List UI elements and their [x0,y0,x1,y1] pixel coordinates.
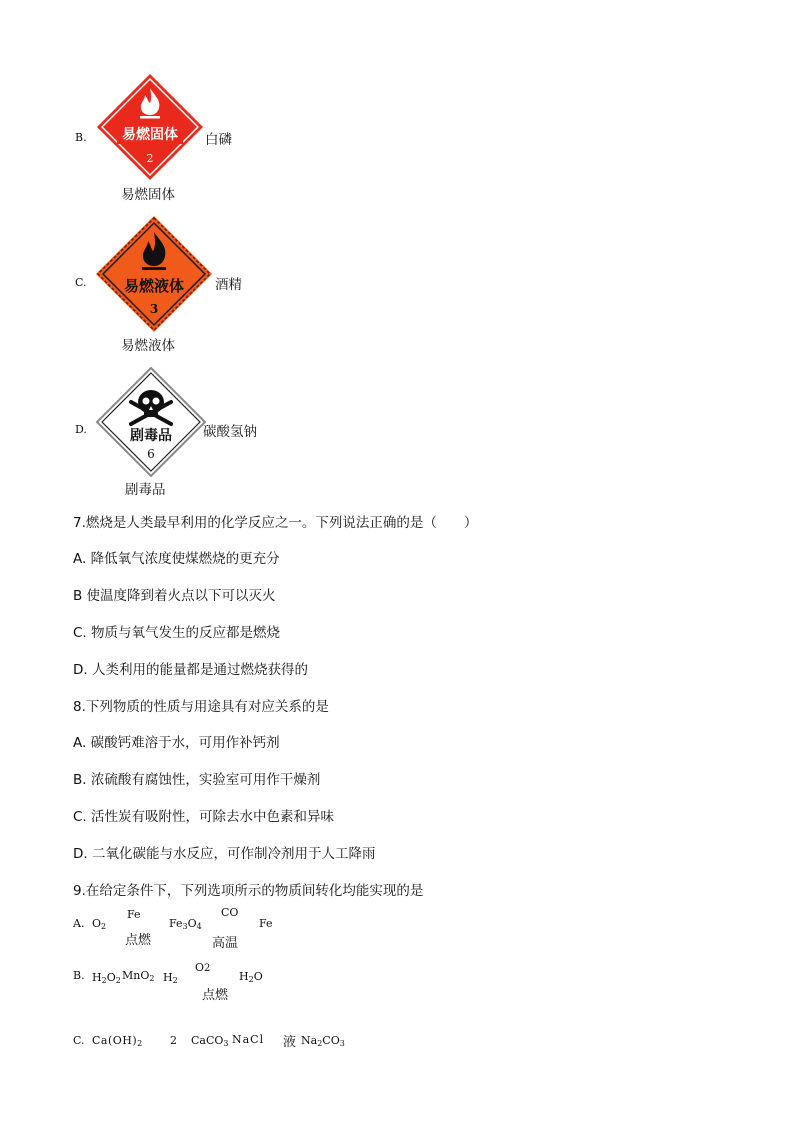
question-7-option-b: B 使温度降到着火点以下可以灭火 [73,588,276,604]
formula-fe: Fe [259,917,273,930]
formula-h2: $H_2$ [163,971,178,985]
arrow-condition-bottom: 点燃 [202,988,229,1003]
formula-caco3: CaCO$_3$ [191,1034,229,1048]
sign-label: 易燃液体 [123,277,185,295]
sign-class-number: 2 [146,152,154,165]
option-letter-b: B. [75,131,87,144]
state-label-liquid: 液 [283,1035,297,1050]
sign-caption-d: 剧毒品 [125,482,166,498]
toxic-substance-sign [95,366,207,478]
sign-label: 剧毒品 [130,428,172,444]
formula-h2o: $H_2O$ [239,970,263,984]
option-letter-d: D. [75,423,87,436]
question-8-option-b: B. 浓硫酸有腐蚀性，实验室可用作干燥剂 [73,772,321,788]
sign-caption-c: 易燃液体 [121,338,175,354]
option-letter: C. [73,1034,85,1047]
formula-nacl: NaCl [232,1033,265,1046]
option-substance-d: 碳酸氢钠 [203,424,257,440]
option-letter: B. [73,969,85,982]
question-8-option-d: D. 二氧化碳能与水反应，可作制冷剂用于人工降雨 [73,846,376,862]
question-7-stem: 7.燃烧是人类最早利用的化学反应之一。下列说法正确的是（ ） [73,515,478,531]
question-8-option-c: C. 活性炭有吸附性，可除去水中色素和异味 [73,809,335,825]
question-7-option-c: C. 物质与氧气发生的反应都是燃烧 [73,625,281,641]
option-substance-b: 白磷 [205,132,232,148]
formula-fe3o4: $Fe_3O_4$ [169,917,202,931]
arrow-condition-top: Fe [127,908,141,921]
sign-class-number: 6 [147,447,155,461]
formula-o2: $O_2$ [92,917,107,931]
flammable-liquid-sign [94,214,214,334]
option-letter: A. [73,917,85,930]
sign-caption-b: 易燃固体 [121,187,175,203]
flammable-solid-sign [95,72,205,182]
arrow-condition-bottom: 点燃 [125,933,152,948]
arrow-condition-top: CO [221,906,239,919]
arrow-condition-bottom: 高温 [212,936,239,951]
question-7-option-a: A. 降低氧气浓度使煤燃烧的更充分 [73,551,280,567]
formula-na2co3: $Na_2CO_3$ [301,1034,345,1048]
formula-mno2: MnO$_2$ [122,969,155,983]
formula-caoh2: $Ca(OH)_2$ [92,1034,143,1048]
sign-label: 易燃固体 [122,127,178,143]
option-letter-c: C. [75,276,87,289]
question-8-option-a: A. 碳酸钙难溶于水，可用作补钙剂 [73,735,280,751]
coefficient: 2 [170,1034,177,1047]
sign-class-number: 3 [149,302,159,316]
question-8-stem: 8.下列物质的性质与用途具有对应关系的是 [73,699,329,715]
formula-h2o2: $H_2O_2$ [92,971,121,985]
question-9-stem: 9.在给定条件下，下列选项所示的物质间转化均能实现的是 [73,883,424,899]
arrow-condition-top: O2 [195,961,211,974]
option-substance-c: 酒精 [215,277,242,293]
question-7-option-d: D. 人类利用的能量都是通过燃烧获得的 [73,662,308,678]
